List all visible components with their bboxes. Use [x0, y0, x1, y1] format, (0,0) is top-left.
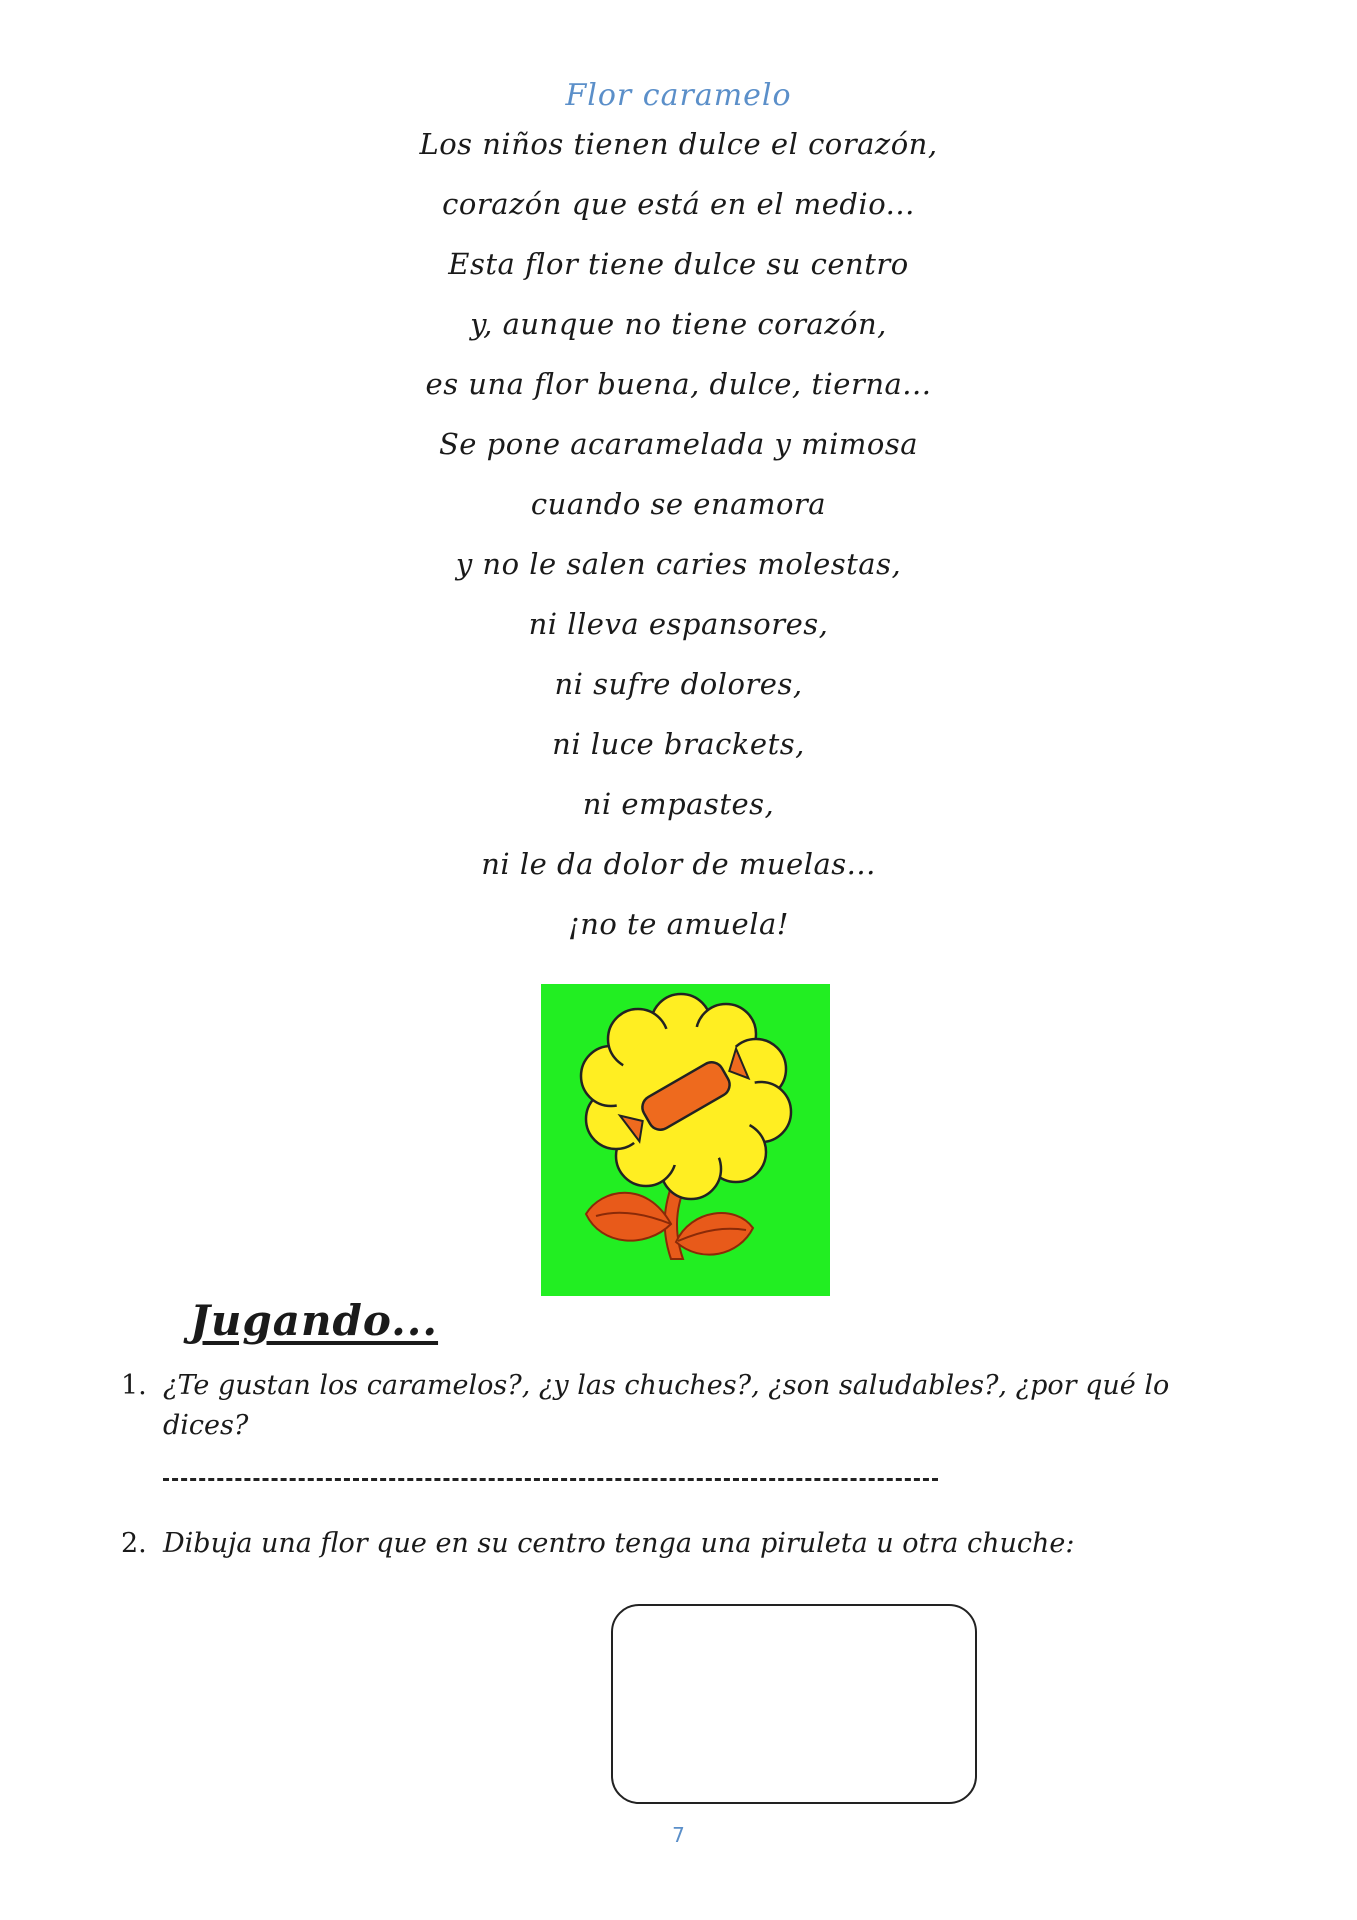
poem-line: Esta flor tiene dulce su centro	[448, 247, 909, 281]
poem-line: Se pone acaramelada y mimosa	[438, 427, 919, 461]
question-1	[121, 1366, 1213, 1446]
poem-line: ¡no te amuela!	[568, 907, 789, 941]
question-text: Dibuja una flor que en su centro tenga una piruleta u otra chuche:	[163, 1528, 1075, 1559]
poem-line: ni empastes,	[582, 787, 775, 821]
poem-title: Flor caramelo	[565, 78, 792, 113]
poem-line: corazón que está en el medio...	[442, 187, 915, 221]
question-2	[121, 1524, 1213, 1564]
poem-line: y, aunque no tiene corazón,	[470, 307, 887, 341]
poem-line: Los niños tienen dulce el corazón,	[419, 127, 938, 161]
candy-flower-illustration	[541, 984, 830, 1296]
drawing-box[interactable]	[611, 1604, 977, 1804]
question-number: 1.	[121, 1370, 147, 1401]
answer-line[interactable]	[163, 1478, 938, 1481]
page-number: 7	[672, 1823, 685, 1847]
poem-line: ni le da dolor de muelas...	[481, 847, 876, 881]
poem-line: ni sufre dolores,	[554, 667, 803, 701]
poem-line: es una flor buena, dulce, tierna...	[425, 367, 932, 401]
poem-line: cuando se enamora	[530, 487, 827, 521]
question-text: ¿Te gustan los caramelos?, ¿y las chuches?, ¿son saludables?, ¿por qué lo dices?	[163, 1370, 1170, 1441]
poem-line: ni luce brackets,	[552, 727, 805, 761]
question-number: 2.	[121, 1528, 147, 1559]
poem-body	[0, 122, 1357, 962]
section-heading: Jugando...	[190, 1296, 439, 1345]
poem-line: ni lleva espansores,	[528, 607, 829, 641]
poem-line: y no le salen caries molestas,	[455, 547, 902, 581]
